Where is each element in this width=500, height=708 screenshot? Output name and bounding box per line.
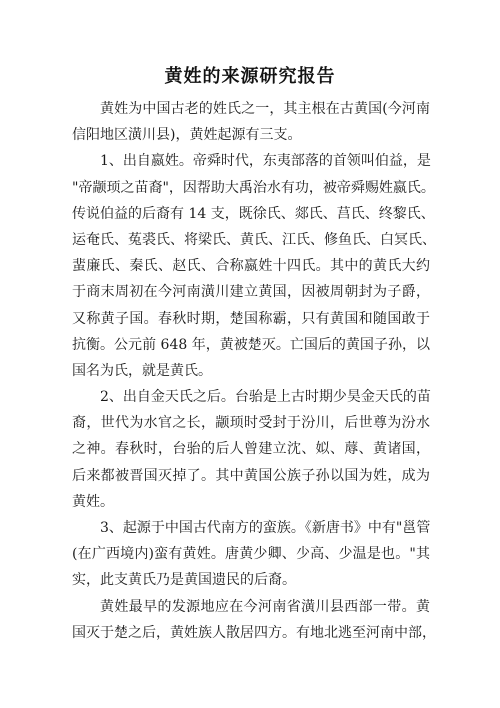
text-line: "帝颛顼之苗裔"，因帮助大禹治水有功，被帝舜赐姓嬴氏。 xyxy=(72,179,435,196)
text-line: 运奄氏、菟裘氏、将梁氏、黄氏、江氏、修鱼氏、白冥氏、 xyxy=(72,231,436,248)
text-line: 抗衡。公元前 648 年，黄被楚灭。亡国后的黄国子孙，以 xyxy=(72,336,430,353)
text-line: 3、起源于中国古代南方的蛮族。《新唐书》中有"邕管 xyxy=(100,520,431,536)
text-line: (在广西境内)蛮有黄姓。唐黄少卿、少高、少温是也。"其 xyxy=(72,546,430,563)
text-line: 实，此支黄氏乃是黄国遗民的后裔。 xyxy=(72,572,296,589)
text-line: 于商末周初在今河南潢川建立黄国，因被周朝封为子爵， xyxy=(72,284,430,301)
text-line: 蜚廉氏、秦氏、赵氏、合称嬴姓十四氏。其中的黄氏大约 xyxy=(72,258,430,275)
text-line: 裔，世代为水官之长，颛顼时受封于汾川，后世尊为汾水 xyxy=(72,415,430,432)
text-line: 国名为氏，就是黄氏。 xyxy=(72,362,212,379)
text-line: 信阳地区潢川县)，黄姓起源有三支。 xyxy=(72,127,302,144)
text-line: 黄姓为中国古老的姓氏之一，其主根在古黄国(今河南 xyxy=(100,101,430,117)
text-line: 国灭于楚之后，黄姓族人散居四方。有地北逃至河南中部， xyxy=(72,624,436,641)
text-line: 传说伯益的后裔有 14 支，既徐氏、郯氏、莒氏、终黎氏、 xyxy=(72,205,435,222)
text-line: 1、出自嬴姓。帝舜时代，东夷部落的首领叫伯益，是 xyxy=(100,153,431,170)
text-line: 又称黄子国。春秋时期，楚国称霸，只有黄国和随国敢于 xyxy=(72,310,430,327)
text-line: 黄姓。 xyxy=(72,493,114,510)
text-line: 之神。春秋时，台骀的后人曾建立沈、姒、蓐、黄诸国， xyxy=(72,441,430,458)
text-line: 2、出自金天氏之后。台骀是上古时期少昊金天氏的苗 xyxy=(100,389,431,406)
text-line: 后来都被晋国灭掉了。其中黄国公族子孙以国为姓，成为 xyxy=(72,467,430,484)
document-title: 黄姓的来源研究报告 xyxy=(164,66,336,87)
document-body xyxy=(72,96,436,646)
text-line: 黄姓最早的发源地应在今河南省潢川县西部一带。黄 xyxy=(100,598,430,615)
